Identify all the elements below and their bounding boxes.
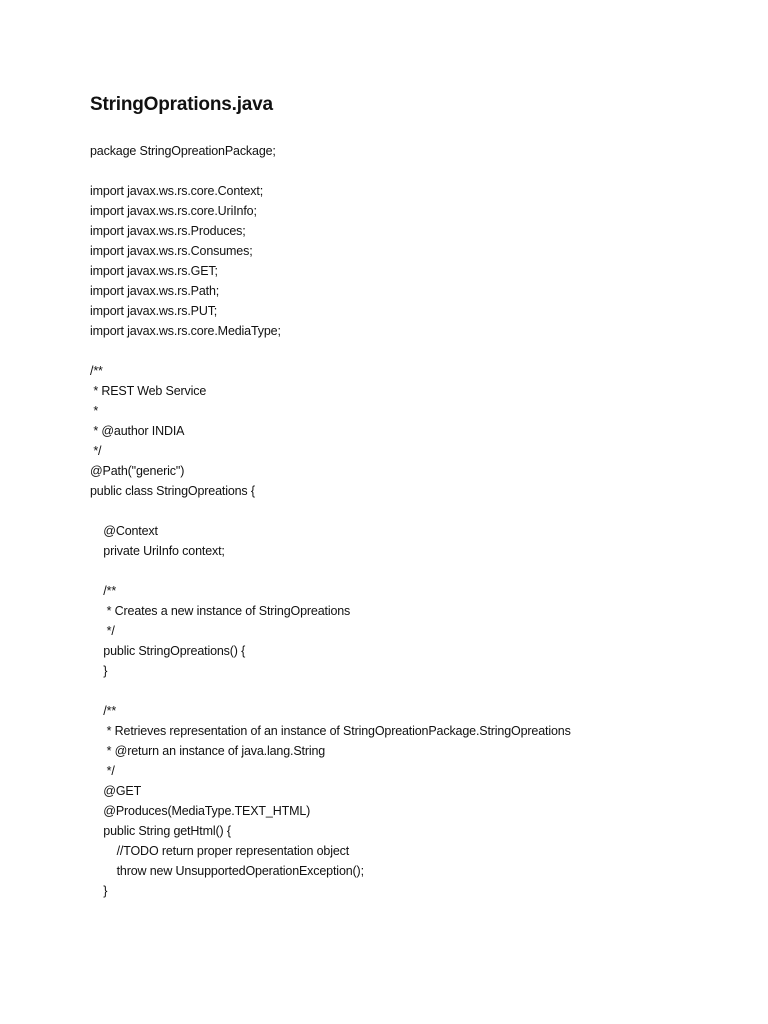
code-line: */ bbox=[90, 764, 115, 778]
code-line: throw new UnsupportedOperationException(); bbox=[90, 864, 364, 878]
code-line bbox=[90, 341, 730, 361]
code-line: import javax.ws.rs.core.MediaType; bbox=[90, 324, 281, 338]
code-line: @Path("generic") bbox=[90, 464, 185, 478]
code-line: } bbox=[90, 664, 108, 678]
code-line: @GET bbox=[90, 784, 142, 798]
code-line: * bbox=[90, 404, 99, 418]
code-line: private UriInfo context; bbox=[90, 544, 225, 558]
code-line bbox=[90, 501, 730, 521]
code-line: */ bbox=[90, 624, 115, 638]
code-line: * Retrieves representation of an instance of StringOpreationPackage.StringOpreations bbox=[90, 724, 571, 738]
code-line: } bbox=[90, 884, 108, 898]
code-line: @Context bbox=[90, 524, 158, 538]
code-block bbox=[90, 141, 730, 901]
code-line: /** bbox=[90, 364, 103, 378]
code-line: */ bbox=[90, 444, 102, 458]
code-line: public class StringOpreations { bbox=[90, 484, 255, 498]
code-line: import javax.ws.rs.core.Context; bbox=[90, 184, 264, 198]
code-line: import javax.ws.rs.core.UriInfo; bbox=[90, 204, 257, 218]
code-line: /** bbox=[90, 704, 117, 718]
code-line: import javax.ws.rs.Consumes; bbox=[90, 244, 253, 258]
code-line: * Creates a new instance of StringOpreations bbox=[90, 604, 351, 618]
code-line bbox=[90, 161, 730, 181]
code-line: * @author INDIA bbox=[90, 424, 185, 438]
code-line: import javax.ws.rs.Produces; bbox=[90, 224, 246, 238]
code-line: * @return an instance of java.lang.String bbox=[90, 744, 326, 758]
code-line: import javax.ws.rs.PUT; bbox=[90, 304, 218, 318]
code-line bbox=[90, 681, 730, 701]
code-line: * REST Web Service bbox=[90, 384, 207, 398]
code-line bbox=[90, 561, 730, 581]
code-line: public String getHtml() { bbox=[90, 824, 231, 838]
code-line: @Produces(MediaType.TEXT_HTML) bbox=[90, 804, 311, 818]
code-line: //TODO return proper representation object bbox=[90, 844, 350, 858]
code-line: import javax.ws.rs.Path; bbox=[90, 284, 220, 298]
code-line: /** bbox=[90, 584, 117, 598]
code-line: package StringOpreationPackage; bbox=[90, 144, 276, 158]
code-line: import javax.ws.rs.GET; bbox=[90, 264, 218, 278]
code-line: public StringOpreations() { bbox=[90, 644, 246, 658]
document-title: StringOprations.java bbox=[90, 94, 273, 115]
